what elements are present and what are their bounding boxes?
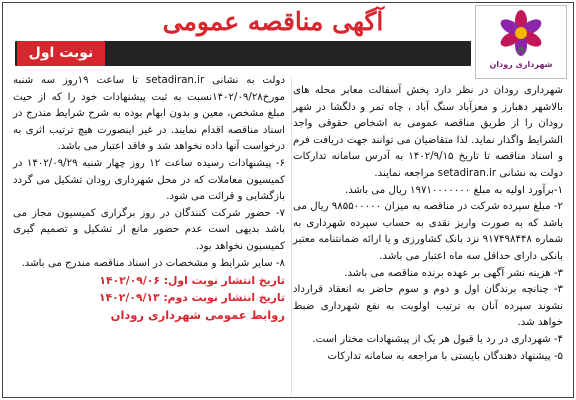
- round-badge: نوبت اول: [17, 41, 105, 66]
- clause-3a: ۳- هزینه نشر آگهی بر عهده برنده مناقصه می باشد.: [344, 267, 563, 279]
- publication-date-first: تاریخ انتشار نوبت اول: ۱۴۰۲/۰۹/۰۶: [99, 274, 285, 288]
- clause-8: ۸- سایر شرایط و مشخصات در اسناد مناقصه مندرج می باشد.: [21, 257, 285, 269]
- column-divider: [291, 77, 292, 395]
- left-column: [13, 73, 285, 324]
- clause-3b: ۳- چنانچه برندگان اول و دوم و سوم حاضر به انعقاد قرارداد نشوند سپرده آنان به ترتیب اولویت به نفع شهرداری ضبط خواهد شد.: [293, 284, 563, 329]
- clause-4: ۴- شهرداری در رد یا قبول هر یک از پیشنهادات مختار است.: [312, 333, 563, 345]
- logo-caption: شهرداری رودان: [489, 60, 553, 69]
- intro-paragraph: شهرداری رودان در نظر دارد پخش آسفالت معابر محله های بالاشهر دهبارز و معزآباد سنگ آباد ، چاه تمر و دلگشا در شهر رودان را از طریق مناقصه عمومی به اشخاص حقوقی واجد الشرایط واگذار نماید. لذا متقاضیان می توانند جهت دریافت فرم و اسناد مناقصه تا تاریخ ۱۴۰۲/۹/۱۵ به آدرس سامانه تدارکات دولت به نشانی setadiran.ir مراجعه نمایند.: [293, 85, 563, 179]
- flower-emblem-icon: [493, 9, 549, 59]
- tender-ad: [2, 2, 574, 398]
- clause-5-continued: دولت به نشانی setadiran.ir تا ساعت ۱۹روز سه شنبه مورخ۱۴۰۲/۰۹/۲۸نسبت به ثبت پیشنهادات خود را که از حیث مبلغ مشخص، معین و بدون ابهام بوده به شرح شرایط مندرج در اسناد مناقصه اقدام نمایند. در غیر اینصورت هیچ ترتیب اثری به درخواست آنها داده نخواهد شد و فاقد اعتبار می باشد.: [13, 75, 285, 153]
- ad-title: آگهی مناقصه عمومی: [162, 7, 384, 36]
- clause-5: ۵- پیشنهاد دهندگان بایستی با مراجعه به سامانه تدارکات: [327, 350, 563, 362]
- clause-2: ۲- مبلغ سپرده شرکت در مناقصه به میزان ۹۸۵۵۰۰۰۰۰ ریال می باشد که به صورت واریز نقدی به حساب سپرده شهرداری به شماره ۹۱۷۴۹۸۴۴۸ نزد بانک کشاورزی و یا ارائه ضمانتنامه معتبر بانکی دارای حداقل سه ماه اعتبار می باشد.: [293, 201, 563, 262]
- right-column: [293, 83, 563, 365]
- municipality-logo: [475, 5, 567, 79]
- publication-date-second: تاریخ انتشار نوبت دوم: ۱۴۰۲/۰۹/۱۳: [98, 291, 285, 305]
- issuer-signature: روابط عمومی شهرداری رودان: [110, 308, 285, 323]
- clause-6: ۶- پیشنهادات رسیده ساعت ۱۲ روز چهار شنبه ۱۴۰۲/۰۹/۲۹ در کمیسیون معاملات که در محل شهرداری رودان تشکیل می گردد بازگشایی و قرائت می شود.: [13, 157, 285, 203]
- clause-7: ۷- حضور شرکت کنندگان در روز برگزاری کمیسیون مجاز می باشد بدیهی است عدم حضور مانع از تشکیل و تصمیم گیری کمیسیون نخواهد بود.: [13, 207, 285, 252]
- clause-1: ۱-برآورد اولیه به مبلغ ۱۹۷۱۰۰۰۰۰۰۰ ریال می باشد.: [345, 184, 563, 196]
